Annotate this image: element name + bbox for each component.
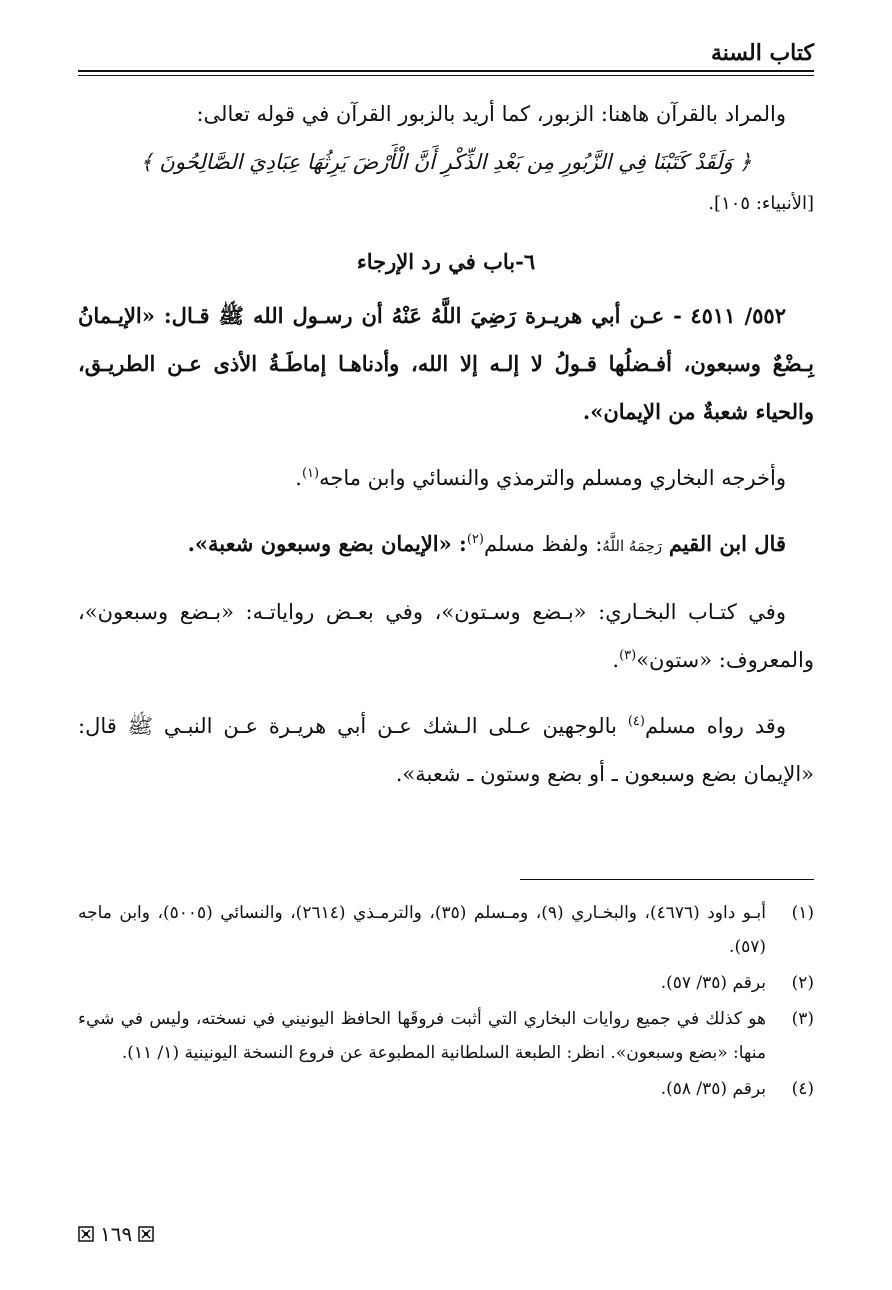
- footnote-number: (٣): [791, 1009, 814, 1029]
- footnote-ref-3[interactable]: (٣): [619, 648, 637, 663]
- main-text: [78, 90, 814, 798]
- muslim-text-a: وقد رواه مسلم: [644, 714, 786, 738]
- ornament-icon: [78, 1226, 94, 1242]
- page-number: ١٦٩: [100, 1222, 133, 1246]
- bukhari-paragraph: [78, 588, 814, 684]
- hadith-paragraph: [78, 292, 814, 436]
- honorific: رَحِمَهُ اللَّهُ: [602, 537, 663, 555]
- footnote-text: أبـو داود (٤٦٧٦)، والبخـاري (٩)، ومـسلم (٣٥)، والترمـذي (٢٦١٤)، والنسائي (٥٠٠٥)، وابن ماجه (٥٧).: [78, 903, 766, 957]
- bukhari-text: وفي كتـاب البخـاري: «بـضع وسـتون»، وفي بعـض رواياتـه: «بـضع وسبعون»، والمعروف: «ستون»: [78, 600, 814, 672]
- hadith-text: - عـن أبي هريـرة رَضِيَ اللَّهُ عَنْهُ أن رسـول الله ﷺ قـال: «الإيـمانُ بِـضْعٌ وسبعون، أفـضلُها قـولُ لا إلـه إلا الله، وأدناهـا إماطَـةُ الأذى عـن الطريـق، والحياء شعبةٌ من الإيمان».: [78, 303, 814, 424]
- bukhari-text-end: .: [612, 648, 620, 672]
- page-folio: [78, 1222, 154, 1246]
- footnote-number: (٤): [791, 1079, 814, 1099]
- ornament-icon: [138, 1226, 154, 1242]
- chapter-title: ٦-باب في رد الإرجاء: [356, 249, 536, 274]
- footnote-item: [78, 1072, 814, 1106]
- footnote-text: برقم (٣٥/ ٥٧).: [660, 973, 766, 993]
- footnote-number: (١): [791, 903, 814, 923]
- running-head: كتاب السنة: [710, 40, 814, 66]
- quran-verse: ﴿ وَلَقَدْ كَتَبْنَا فِي الزَّبُورِ مِن بَعْدِ الذِّكْرِ أَنَّ الْأَرْضَ يَرِثُهَا عِبَادِيَ الصَّالِحُونَ ﴾: [140, 150, 752, 174]
- footnote-separator: [520, 879, 814, 880]
- ibn-qayyim-text-a: : ولفظ مسلم: [483, 532, 603, 556]
- footnote-ref-2[interactable]: (٢): [466, 532, 484, 547]
- takhrij-paragraph: وأخرجه البخاري ومسلم والترمذي والنسائي وابن ماجه$^{(١)}$.: [295, 466, 786, 490]
- hadith-number: ٥٥٢/ ٤٥١١: [690, 303, 786, 328]
- footnote-ref-4[interactable]: (٤): [627, 714, 645, 729]
- footnote-item: [78, 966, 814, 1000]
- footnote-item: [78, 1002, 814, 1070]
- footnotes: [78, 896, 814, 1108]
- footnote-ref-1[interactable]: (١): [301, 466, 320, 481]
- footnote-text: هو كذلك في جميع روايات البخاري التي أثبت فروقَها الحافظ اليونيني في نسخته، وليس في شيء منها: «بضع وسبعون». انظر: الطبعة السلطانية المطبوعة عن فروع النسخة اليونينية (١/ ١١).: [78, 1009, 766, 1063]
- footnote-item: [78, 896, 814, 964]
- header-rule: [78, 70, 814, 72]
- header-rule-thin: [78, 75, 814, 76]
- muslim-paragraph: [78, 702, 814, 798]
- ibn-qayyim-label: قال ابن القيم: [668, 531, 786, 556]
- footnote-number: (٢): [791, 973, 814, 993]
- ibn-qayyim-paragraph: [78, 520, 814, 570]
- takhrij-text: وأخرجه البخاري ومسلم والترمذي والنسائي وابن ماجه: [319, 466, 786, 490]
- ibn-qayyim-text-b: : «الإيمان بضع وسبعون شعبة».: [187, 531, 467, 556]
- intro-paragraph: والمراد بالقرآن هاهنا: الزبور، كما أريد بالزبور القرآن في قوله تعالى:: [196, 102, 786, 126]
- muslim-text-b: بالوجهين عـلى الـشك عـن أبي هريـرة عـن النبـي ﷺ قال: «الإيمان بضع وسبعون ـ أو بضع وستون ـ شعبة».: [78, 714, 814, 786]
- footnote-text: برقم (٣٥/ ٥٨).: [660, 1079, 766, 1099]
- quran-citation: [الأنبياء: ١٠٥].: [708, 193, 814, 214]
